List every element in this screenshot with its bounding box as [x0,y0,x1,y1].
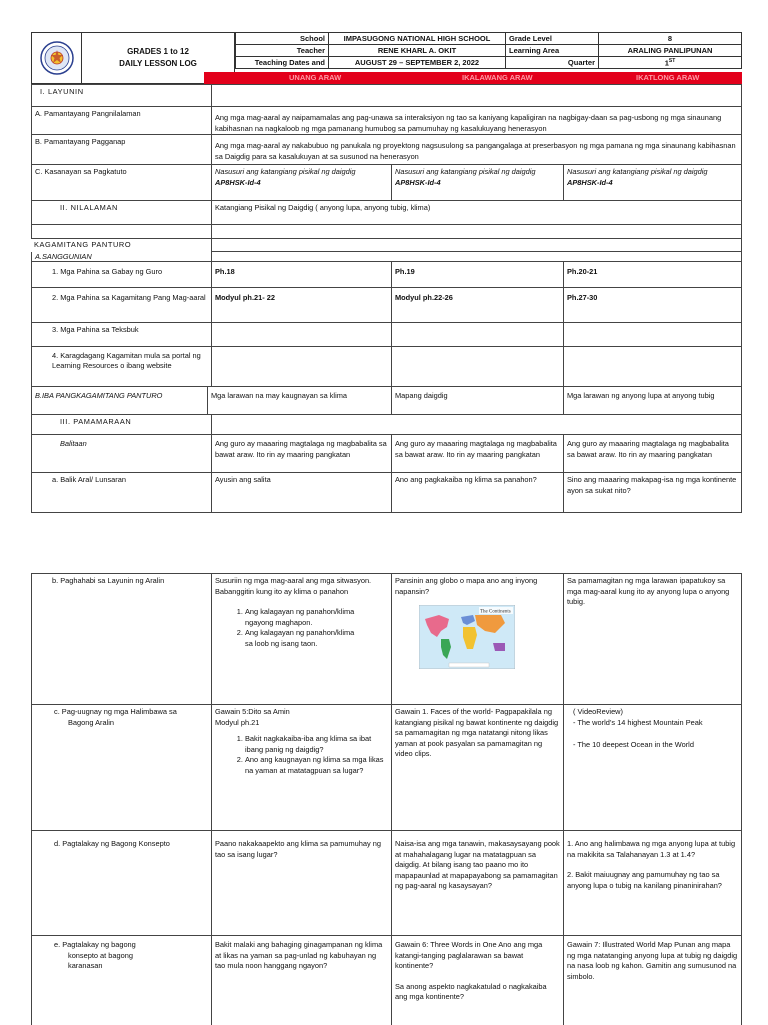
kasanayan-day2-text: Nasusuri ang katangiang pisikal ng daigdig [395,167,536,176]
grade-label: Grade Level [506,33,599,45]
teksbuk-day1 [211,323,391,346]
kagamitan-content [211,239,742,252]
title-line-2: DAILY LESSON LOG [119,59,197,68]
kasanayan-day1 [211,165,391,200]
balitaan-day2: Ang guro ay maaaring magtalaga ng magbabalita sa bawat araw. Ito rin ay maaring pangkatan [391,435,563,472]
continents-map-image [419,605,515,669]
pagganap-label: B. Pamantayang Pagganap [31,135,211,164]
teacher-label: Teacher [236,45,329,57]
paghahabi-day2 [391,574,563,704]
lesson-table-page1 [31,84,742,513]
row-pag-uugnay [31,705,742,831]
row-iba-pang [31,387,742,415]
pagtalakay1-day3-a: 1. Ano ang halimbawa ng mga anyong lupa at tubig na makikita sa Talahanayan 1.3 at 1.4? [567,839,736,859]
kagamitang-pang-label: 2. Mga Pahina sa Kagamitang Pang Mag-aaral [31,288,211,322]
row-pamamaraan [31,415,742,435]
pagtalakay1-day2: Naisa-isa ang mga tanawin, makasaysayang pook at mahahalagang lugar na matatagpuan sa daigdig. At bilang isang tao paano mo ito mapapaunlad at mapapayabong sa pamamagitan ng pag-aaral ng kasaysayan? [391,831,563,935]
pag-uugnay-day3-a: - The world’s 14 highest Mountain Peak [573,717,703,727]
paghahabi-day1-item-1: 1. Ang kalagayan ng panahon/klima ngayong maghapon. [245,607,358,628]
page-two [0,573,768,1024]
sanggunian-label: A.SANGGUNIAN [31,252,211,261]
pag-uugnay-day2: Gawain 1. Faces of the world- Pagpapakilala ng katangiang pisikal ng bawat kontinente ng daigdig sa pamamagitan ng mga natatangi nitong likas yaman at pook pasyalan sa pamamagitan ng video clips. [391,705,563,830]
row-teksbuk [31,323,742,347]
paghahabi-day1-item-2: 2. Ang kalagayan ng panahon/klima sa loob ng isang taon. [245,628,358,649]
day-three-header: IKATLONG ARAW [636,73,700,82]
sanggunian-content [211,252,742,261]
gabay-day2: Ph.19 [391,262,563,287]
pag-uugnay-label-1: c. Pag-uugnay ng mga Halimbawa sa [54,707,177,716]
karagdagang-day1 [211,347,391,386]
kasanayan-day3-text: Nasusuri ang katangiang pisikal ng daigdig [567,167,708,176]
quarter-suffix: ST [668,57,676,64]
pagganap-text: Ang mga mag-aaral ay nakabubuo ng panukala ng proyektong nagsusulong sa pangangalaga at preserbasyon ng mga pamana ng mga sinaunang kabihasnan sa Daigdig para sa kasalukuyan at sa susunod na henerasyon [211,135,742,164]
kagamitang-pang-day3: Ph.27-30 [563,288,742,322]
paghahabi-day1 [211,574,391,704]
pagtalakay2-day3: Gawain 7: Illustrated World Map Punan ang mapa ng mga natatanging anyong lupa at tubig ng daigdig na nasa loob ng kahon. Gamitin ang sumusunod na simbolo. [563,936,742,1025]
day-two-header: IKALAWANG ARAW [462,73,533,82]
day-one-header: UNANG ARAW [289,73,342,82]
pag-uugnay-day1-list [215,734,388,776]
balik-aral-day1: Ayusin ang salita [211,473,391,512]
row-kagamitan [31,239,742,252]
pagtalakay1-day3-b: 2. Bakit maiuugnay ang pamumuhay ng tao sa anyong lupa o tubig na kanilang pinaninirahan? [567,870,722,890]
pangnilalaman-label: A. Pamantayang Pangnilalaman [31,107,211,134]
dates-label: Teaching Dates and [236,57,329,69]
kasanayan-day1-code: AP8HSK-Id-4 [215,177,261,187]
pag-uugnay-day3-b: - The 10 deepest Ocean in the World [573,740,694,749]
pag-uugnay-day3-title: ( VideoReview) [573,707,623,716]
paghahabi-day1-list [215,607,358,649]
kasanayan-day2 [391,165,563,200]
grade-value: 8 [599,33,742,45]
kagamitang-pang-day2: Modyul ph.22-26 [391,288,563,322]
balitaan-day3: Ang guro ay maaaring magtalaga ng magbabalita sa bawat araw. Ito rin ay maaring pangkatan [563,435,742,472]
pagtalakay2-label [31,936,211,1025]
balitaan-label: Balitaan [31,435,211,472]
page-gap [0,515,768,573]
quarter-number: 1 [664,58,669,68]
row-karagdagang [31,347,742,387]
karagdagang-day2 [391,347,563,386]
nilalaman-label: II. NILALAMAN [31,201,211,224]
pagtalakay2-label-3: karanasan [68,961,103,970]
row-gabay-guro [31,262,742,288]
quarter-label: Quarter [506,57,599,69]
day-header-bar [204,72,742,84]
lesson-table-page2 [31,573,742,1025]
pagtalakay2-label-1: e. Pagtalakay ng bagong [54,940,136,949]
pag-uugnay-day1-title: Gawain 5:Dito sa Amin [215,707,290,716]
balik-aral-day2: Ano ang pagkakaiba ng klima sa panahon? [391,473,563,512]
title-line-1: GRADES 1 to 12 [127,47,189,56]
map-title: The Continents [480,609,511,615]
pag-uugnay-day3 [563,705,742,830]
gabay-day3: Ph.20-21 [563,262,742,287]
teacher-value: RENE KHARL A. OKIT [329,45,506,57]
balik-aral-day3: Sino ang maaaring makapag-isa ng mga kontinente ayon sa sukat nito? [563,473,742,512]
pagtalakay2-day2 [391,936,563,1025]
paghahabi-day3: Sa pamamagitan ng mga larawan ipapatukoy sa mga mag-aaral kung ito ay anyong lupa o anyong tubig. [563,574,742,704]
pag-uugnay-day1-item-2: 2. Ano ang kaugnayan ng klima sa mga likas na yaman at matatagpuan sa lugar? [245,755,388,776]
school-label: School [236,33,329,45]
teksbuk-label: 3. Mga Pahina sa Teksbuk [31,323,211,346]
pag-uugnay-day1 [211,705,391,830]
blank-content [211,225,742,238]
layunin-label: I. LAYUNIN [31,85,211,106]
pamamaraan-label: III. PAMAMARAAN [31,415,211,434]
pag-uugnay-label [31,705,211,830]
row-kasanayan [31,165,742,201]
area-label: Learning Area [506,45,599,57]
teksbuk-day3 [563,323,742,346]
pagtalakay1-day3 [563,831,742,935]
kasanayan-day1-text: Nasusuri ang katangiang pisikal ng daigdig [215,167,356,176]
row-blank [31,225,742,239]
row-paghahabi [31,574,742,705]
row-layunin [31,85,742,107]
blank-label [31,225,211,238]
pag-uugnay-label-2: Bagong Aralin [68,717,115,727]
kasanayan-day3 [563,165,742,200]
row-sanggunian [31,252,742,262]
row-pagtalakay-1 [31,831,742,936]
pagtalakay2-label-2: konsepto at bagong [68,950,133,960]
pag-uugnay-day1-item-1: 1. Bakit nagkakaiba-iba ang klima sa ibat ibang panig ng daigdig? [245,734,388,755]
pagtalakay2-day2-b: Sa anong aspekto nagkakatulad o nagkakaiba ang mga kontinente? [395,981,547,1001]
nilalaman-text: Katangiang Pisikal ng Daigdig ( anyong lupa, anyong tubig, klima) [211,201,742,224]
kasanayan-label: C. Kasanayan sa Pagkatuto [31,165,211,200]
layunin-content [211,85,742,106]
balitaan-day1: Ang guro ay maaaring magtalaga ng magbabalita sa bawat araw. Ito rin ay maaring pangkatan [211,435,391,472]
iba-pang-day3: Mga larawan ng anyong lupa at anyong tubig [563,387,742,414]
row-pamantayang-pagganap [31,135,742,165]
pagtalakay1-label: d. Pagtalakay ng Bagong Konsepto [31,831,211,935]
quarter-value [599,57,742,69]
kagamitang-pang-day1: Modyul ph.21- 22 [211,288,391,322]
row-pamantayang-pangnilalaman [31,107,742,135]
logo-cell [31,32,81,84]
teksbuk-day2 [391,323,563,346]
row-kagamitang-pang [31,288,742,323]
pagtalakay1-day1: Paano nakakaapekto ang klima sa pamumuhay ng tao sa isang lugar? [211,831,391,935]
header-info-table [235,32,742,69]
karagdagang-label: 4. Karagdagang Kagamitan mula sa portal ng Learning Resources o ibang website [31,347,211,386]
pagtalakay2-day2-a: Gawain 6: Three Words in One Ano ang mga katangi-tanging paglalarawan sa bawat kontinente? [395,940,543,970]
dates-value: AUGUST 29 – SEPTEMBER 2, 2022 [329,57,506,69]
row-balitaan [31,435,742,473]
gabay-day1: Ph.18 [211,262,391,287]
kagamitan-label: KAGAMITANG PANTURO [34,240,132,249]
balik-aral-label: a. Balik Aral/ Lunsaran [31,473,211,512]
row-balik-aral [31,473,742,513]
iba-pang-label: B.IBA PANGKAGAMITANG PANTURO [31,387,211,414]
row-nilalaman [31,201,742,225]
gabay-label: 1. Mga Pahina sa Gabay ng Guro [31,262,211,287]
kasanayan-day3-code: AP8HSK-Id-4 [567,177,613,187]
karagdagang-day3 [563,347,742,386]
pagtalakay2-day1: Bakit malaki ang bahaging ginagampanan ng klima at likas na yaman sa pag-unlad ng kabuhayan ng tao mula noon hanggang ngayon? [211,936,391,1025]
pangnilalaman-text: Ang mga mag-aaral ay naipamamalas ang pag-unawa sa interaksiyon ng tao sa kaniyang kapaligiran na nagbigay-daan sa pag-usbong ng mga sinaunang kabihasnan na nagkaloob ng mga pamanang humubog sa pamumuhay ng kasalukuyang henerasyon [211,107,742,134]
deped-seal-icon [40,41,74,75]
iba-pang-day2: Mapang daigdig [391,387,563,414]
row-pagtalakay-2 [31,936,742,1025]
school-value: IMPASUGONG NATIONAL HIGH SCHOOL [329,33,506,45]
pamamaraan-content [211,415,742,434]
pag-uugnay-day1-sub: Modyul ph.21 [215,717,260,727]
paghahabi-day1-intro: Susuriin ng mga mag-aaral ang mga sitwasyon. Babanggitin kung ito ay klima o panahon [215,576,372,596]
kasanayan-day2-code: AP8HSK-Id-4 [395,177,441,187]
paghahabi-label: b. Paghahabi sa Layunin ng Aralin [31,574,211,704]
paghahabi-day2-text: Pansinin ang globo o mapa ano ang inyong napansin? [395,576,538,596]
iba-pang-day1: Mga larawan na may kaugnayan sa klima [207,387,391,414]
area-value: ARALING PANLIPUNAN [599,45,742,57]
